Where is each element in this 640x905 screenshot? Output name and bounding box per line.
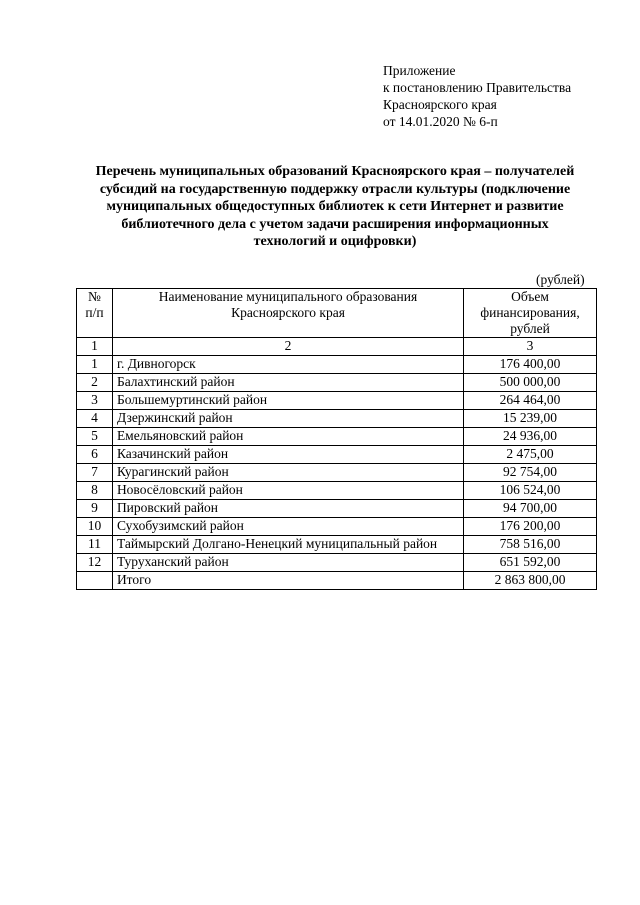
amount-cell: 758 516,00 xyxy=(464,536,597,554)
municipality-name-cell: г. Дивногорск xyxy=(112,356,463,374)
appendix-line: к постановлению Правительства xyxy=(383,80,572,95)
appendix-line: Приложение xyxy=(383,63,456,78)
row-number-cell: 11 xyxy=(77,536,113,554)
amount-cell: 264 464,00 xyxy=(464,392,597,410)
table-row xyxy=(77,392,597,410)
header-name-line: Наименование муниципального образования xyxy=(158,289,418,304)
table-row xyxy=(77,356,597,374)
row-number-cell: 8 xyxy=(77,482,113,500)
title-line: библиотечного дела с учетом задачи расширения информационных xyxy=(121,216,549,232)
header-amount xyxy=(464,289,597,338)
amount-cell: 2 475,00 xyxy=(464,446,597,464)
row-number-cell: 7 xyxy=(77,464,113,482)
row-number-cell: 1 xyxy=(77,356,113,374)
row-number-cell: 2 xyxy=(77,374,113,392)
amount-cell: 2 863 800,00 xyxy=(464,572,597,590)
appendix-line: Красноярского края xyxy=(383,97,497,112)
header-number-line: № xyxy=(88,289,101,304)
header-amount-line: рублей xyxy=(510,321,550,336)
municipality-name-cell: Туруханский район xyxy=(112,554,463,572)
table-row xyxy=(77,536,597,554)
row-number-cell: 4 xyxy=(77,410,113,428)
title-line: Перечень муниципальных образований Красноярского края – получателей xyxy=(95,164,575,179)
column-number: 3 xyxy=(464,338,597,356)
table-row xyxy=(77,500,597,518)
row-number-cell: 6 xyxy=(77,446,113,464)
table-row xyxy=(77,464,597,482)
municipality-name-cell: Сухобузимский район xyxy=(112,518,463,536)
appendix-block xyxy=(383,62,571,130)
amount-cell: 500 000,00 xyxy=(464,374,597,392)
appendix-line: от 14.01.2020 № 6-п xyxy=(383,114,498,129)
municipality-name-cell: Новосёловский район xyxy=(112,482,463,500)
table-row xyxy=(77,410,597,428)
municipality-name-cell: Таймырский Долгано-Ненецкий муниципальный район xyxy=(112,536,463,554)
table-row xyxy=(77,554,597,572)
header-amount-line: Объем xyxy=(511,289,549,304)
amount-cell: 176 400,00 xyxy=(464,356,597,374)
header-number xyxy=(77,289,113,338)
amount-cell: 651 592,00 xyxy=(464,554,597,572)
table-row xyxy=(77,482,597,500)
row-number-cell: 3 xyxy=(77,392,113,410)
municipality-name-cell: Курагинский район xyxy=(112,464,463,482)
municipality-name-cell: Дзержинский район xyxy=(112,410,463,428)
title-line: технологий и оцифровки) xyxy=(253,234,417,249)
table-row xyxy=(77,446,597,464)
row-number-cell: 5 xyxy=(77,428,113,446)
municipality-name-cell: Казачинский район xyxy=(112,446,463,464)
table-header-row xyxy=(77,289,597,338)
row-number-cell xyxy=(77,572,113,590)
municipality-name-cell: Емельяновский район xyxy=(112,428,463,446)
header-number-line: п/п xyxy=(85,305,104,320)
column-numbering-row xyxy=(77,338,597,356)
table-row xyxy=(77,518,597,536)
amount-cell: 106 524,00 xyxy=(464,482,597,500)
municipality-name-cell: Итого xyxy=(112,572,463,590)
row-number-cell: 9 xyxy=(77,500,113,518)
amount-cell: 15 239,00 xyxy=(464,410,597,428)
municipality-name-cell: Пировский район xyxy=(112,500,463,518)
table-row xyxy=(77,428,597,446)
header-name-line: Красноярского края xyxy=(231,305,345,320)
amount-cell: 94 700,00 xyxy=(464,500,597,518)
municipality-name-cell: Балахтинский район xyxy=(112,374,463,392)
amount-cell: 24 936,00 xyxy=(464,428,597,446)
unit-label: (рублей) xyxy=(536,272,585,287)
amount-cell: 92 754,00 xyxy=(464,464,597,482)
total-row xyxy=(77,572,597,590)
document-title xyxy=(70,163,600,251)
column-number: 2 xyxy=(112,338,463,356)
row-number-cell: 12 xyxy=(77,554,113,572)
row-number-cell: 10 xyxy=(77,518,113,536)
municipality-name-cell: Большемуртинский район xyxy=(112,392,463,410)
table-row xyxy=(77,374,597,392)
amount-cell: 176 200,00 xyxy=(464,518,597,536)
header-name xyxy=(112,289,463,338)
header-amount-line: финансирования, xyxy=(480,305,580,320)
financing-table xyxy=(76,288,597,590)
column-number: 1 xyxy=(77,338,113,356)
title-line: муниципальных общедоступных библиотек к сети Интернет и развитие xyxy=(106,199,564,214)
title-line: субсидий на государственную поддержку отрасли культуры (подключение xyxy=(99,181,571,197)
